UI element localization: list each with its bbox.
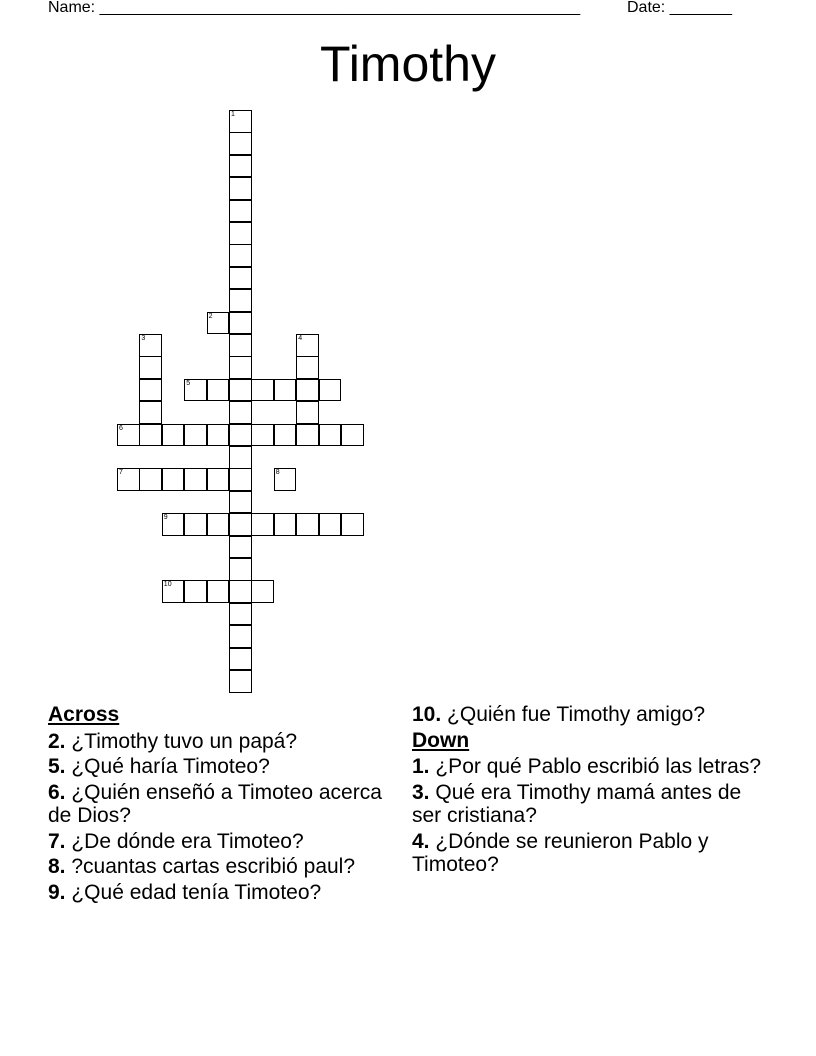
across-heading: Across [48,703,120,726]
crossword-cell[interactable] [229,289,252,312]
cell-number: 7 [119,469,123,477]
down-heading: Down [412,728,470,752]
crossword-cell[interactable] [229,267,252,290]
crossword-cell[interactable] [139,334,162,357]
crossword-cell[interactable] [229,177,252,200]
crossword-cell[interactable] [296,356,319,379]
cell-number: 9 [163,514,168,522]
crossword-cell[interactable] [274,513,297,536]
clue-text: ¿Quién enseñó a Timoteo acerca de Dios? [48,780,382,827]
crossword-cell[interactable] [229,625,252,648]
clue-text: ¿Quién fue Timothy amigo? [447,703,706,726]
clue-number: 6. [48,780,66,804]
crossword-cell[interactable] [274,424,297,447]
crossword-cell[interactable] [229,132,252,155]
crossword-cell[interactable] [296,401,319,424]
clue-text: ¿Por qué Pablo escribió las letras? [435,755,762,778]
crossword-cell[interactable] [229,580,252,603]
crossword-cell[interactable] [296,334,319,357]
cell-number: 4 [298,335,303,342]
clue-number: 4. [412,829,430,853]
cell-number: 5 [186,379,191,387]
name-field-label[interactable]: Name: ______________________________________________________ [48,0,581,16]
crossword-cell[interactable] [229,312,252,335]
crossword-cell[interactable] [296,513,319,536]
crossword-cell[interactable] [229,491,252,514]
crossword-cell[interactable] [319,424,342,447]
crossword-cell[interactable] [139,401,162,424]
clues-column-left [48,703,388,906]
clue-down-4 [412,830,772,877]
clue-text: ¿Dónde se reunieron Pablo y Timoteo? [412,829,709,876]
clue-across-8 [48,855,388,879]
cell-number: 10 [163,581,172,589]
crossword-cell[interactable] [162,468,185,491]
crossword-cell[interactable] [296,379,319,402]
crossword-cell[interactable] [229,334,252,357]
clue-down-3 [412,781,772,828]
crossword-cell[interactable] [207,513,230,536]
crossword-cell[interactable] [229,401,252,424]
clue-across-9 [48,881,388,905]
crossword-cell[interactable] [251,513,274,536]
crossword-cell[interactable] [319,513,342,536]
cell-number: 6 [119,424,123,432]
cell-number: 1 [231,111,235,118]
clue-number: 1. [412,755,430,778]
clue-number: 5. [48,755,66,778]
clue-number: 9. [48,880,66,904]
crossword-cell[interactable] [341,513,364,536]
clue-text: ¿Qué haría Timoteo? [71,755,270,778]
crossword-cell[interactable] [319,379,342,402]
crossword-cell[interactable] [162,513,185,536]
crossword-cell[interactable] [229,446,252,469]
clue-number: 3. [412,780,430,804]
crossword-cell[interactable] [251,580,274,603]
crossword-cell[interactable] [117,424,140,447]
crossword-cell[interactable] [229,155,252,178]
clue-across-2 [48,730,388,754]
crossword-cell[interactable] [229,200,252,223]
clue-down-1 [412,755,772,779]
cell-number: 8 [275,469,280,477]
clue-number: 2. [48,729,66,753]
clue-number: 8. [48,855,66,878]
crossword-cell[interactable] [229,424,252,447]
crossword-cell[interactable] [117,468,140,491]
crossword-cell[interactable] [251,379,274,402]
crossword-cell[interactable] [207,379,230,402]
crossword-cell[interactable] [274,379,297,402]
crossword-cell[interactable] [229,356,252,379]
crossword-cell[interactable] [207,424,230,447]
cell-number: 2 [208,312,213,320]
crossword-cell[interactable] [251,424,274,447]
crossword-cell[interactable] [162,580,185,603]
crossword-cell[interactable] [184,379,207,402]
crossword-cell[interactable] [207,580,230,603]
crossword-cell[interactable] [229,513,252,536]
crossword-cell[interactable] [139,379,162,402]
crossword-cell[interactable] [139,424,162,447]
crossword-cell[interactable] [184,468,207,491]
cell-number: 3 [141,335,146,342]
clue-across-5 [48,755,388,779]
crossword-cell[interactable] [139,468,162,491]
clue-number: 7. [48,829,66,853]
crossword-cell[interactable] [229,536,252,559]
date-field-label[interactable]: Date: _______ [627,0,732,16]
clues-column-right [412,703,772,879]
crossword-cell[interactable] [207,312,230,335]
crossword-cell[interactable] [229,468,252,491]
clue-across-6 [48,781,388,828]
crossword-cell[interactable] [229,648,252,671]
clue-text: ¿De dónde era Timoteo? [71,829,304,853]
clue-text: ¿Qué edad tenía Timoteo? [71,880,322,904]
crossword-cell[interactable] [229,110,252,133]
crossword-cell[interactable] [184,424,207,447]
crossword-cell[interactable] [229,670,252,693]
page-title: Timothy [320,36,496,92]
clue-text: Qué era Timothy mamá antes de ser cristiana? [412,780,742,827]
crossword-cell[interactable] [139,356,162,379]
crossword-cell[interactable] [274,468,297,491]
clue-text: ?cuantas cartas escribió paul? [71,855,356,878]
crossword-cell[interactable] [229,379,252,402]
clue-across-10 [412,703,772,727]
crossword-cell[interactable] [162,424,185,447]
crossword-cell[interactable] [207,468,230,491]
clue-text: ¿Timothy tuvo un papá? [71,729,298,753]
crossword-cell[interactable] [229,603,252,626]
clue-number: 10. [412,703,442,726]
crossword-cell[interactable] [296,424,319,447]
clue-across-7 [48,830,388,854]
crossword-cell[interactable] [229,244,252,267]
crossword-cell[interactable] [229,222,252,245]
crossword-cell[interactable] [184,580,207,603]
crossword-cell[interactable] [229,558,252,581]
crossword-cell[interactable] [341,424,364,447]
crossword-cell[interactable] [184,513,207,536]
